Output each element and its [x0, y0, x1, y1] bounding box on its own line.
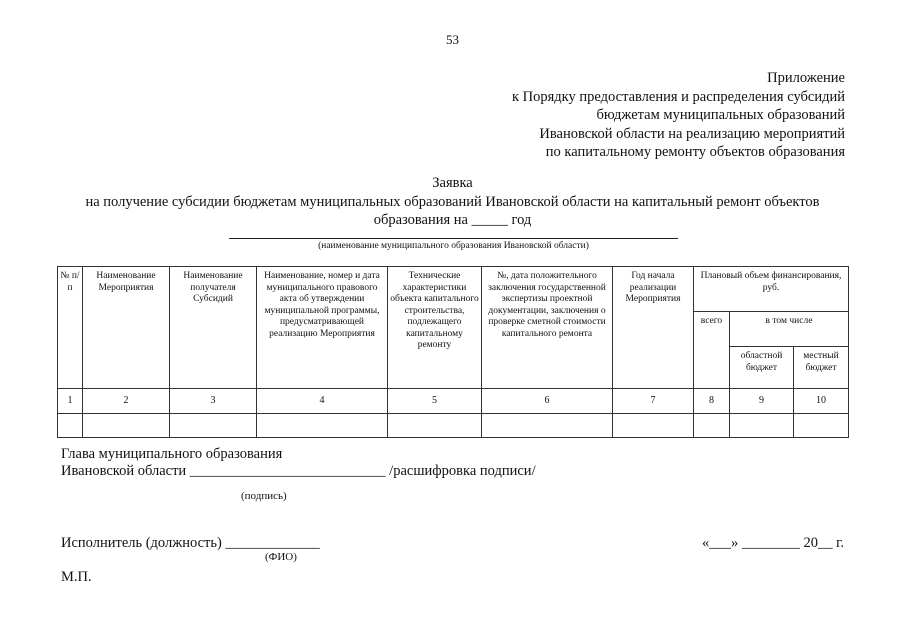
header-recipient: Наименование получателя Субсидий: [170, 267, 257, 389]
empty-cell[interactable]: [257, 414, 388, 438]
empty-cell[interactable]: [388, 414, 482, 438]
title-line: на получение субсидии бюджетам муниципальных образований Ивановской области на капитальный ремонт объектов: [85, 193, 820, 210]
org-name-caption: (наименование муниципального образования Ивановской области): [318, 241, 589, 251]
appendix-heading: [512, 69, 845, 162]
stamp-place: М.П.: [61, 569, 92, 585]
header-local-budget: местный бюджет: [794, 347, 849, 389]
empty-cell[interactable]: [794, 414, 849, 438]
header-num: № п/п: [58, 267, 83, 389]
column-number: 4: [257, 389, 388, 414]
header-expertise: №, дата положительного заключения государственной экспертизы проектной документации, заключения о проверке сметной стоимости капитального ремонта: [482, 267, 613, 389]
header-start-year: Год начала реализации Мероприятия: [613, 267, 694, 389]
page-number: 53: [446, 32, 459, 47]
document-title: [40, 174, 865, 230]
column-number: 9: [730, 389, 794, 414]
column-number: 8: [694, 389, 730, 414]
column-number: 5: [388, 389, 482, 414]
signature-caption: (подпись): [241, 490, 287, 502]
empty-cell[interactable]: [613, 414, 694, 438]
executor-line[interactable]: Исполнитель (должность) _____________: [61, 535, 320, 551]
empty-cell[interactable]: [83, 414, 170, 438]
fio-caption: (ФИО): [265, 551, 297, 563]
column-number: 1: [58, 389, 83, 414]
empty-cell[interactable]: [170, 414, 257, 438]
appendix-line: Приложение: [767, 70, 845, 86]
column-number: 6: [482, 389, 613, 414]
column-number: 2: [83, 389, 170, 414]
empty-cell[interactable]: [694, 414, 730, 438]
column-number: 3: [170, 389, 257, 414]
date-line[interactable]: «___» ________ 20__ г.: [701, 535, 844, 551]
application-table: [57, 266, 849, 438]
title-line: Заявка: [432, 175, 473, 191]
empty-cell[interactable]: [58, 414, 83, 438]
header-event-name: Наименование Мероприятия: [83, 267, 170, 389]
org-name-line[interactable]: [229, 238, 678, 239]
appendix-line: бюджетам муниципальных образований: [596, 107, 845, 123]
appendix-line: Ивановской области на реализацию мероприятий: [539, 125, 845, 142]
empty-cell[interactable]: [730, 414, 794, 438]
header-planned-financing: Плановый объем финансирования, руб.: [694, 267, 849, 312]
head-signature-line1: Глава муниципального образования: [61, 446, 283, 462]
header-legal-act: Наименование, номер и дата муниципального правового акта об утверждении муниципальной программы, предусматривающей реализацию Мероприятия: [257, 267, 388, 389]
header-including: в том числе: [730, 312, 849, 347]
title-line: образования на _____ год: [373, 212, 532, 228]
header-total: всего: [694, 312, 730, 389]
empty-cell[interactable]: [482, 414, 613, 438]
header-tech: Технические характеристики объекта капитального строительства, подлежащего капитальному ремонту: [388, 267, 482, 389]
appendix-line: к Порядку предоставления и распределения субсидий: [511, 88, 845, 105]
column-number: 10: [794, 389, 849, 414]
appendix-line: по капитальному ремонту объектов образования: [545, 144, 845, 160]
header-regional-budget: областной бюджет: [730, 347, 794, 389]
head-signature-line2[interactable]: Ивановской области ___________________________ /расшифровка подписи/: [61, 463, 536, 479]
table-row: [58, 414, 849, 438]
column-number: 7: [613, 389, 694, 414]
